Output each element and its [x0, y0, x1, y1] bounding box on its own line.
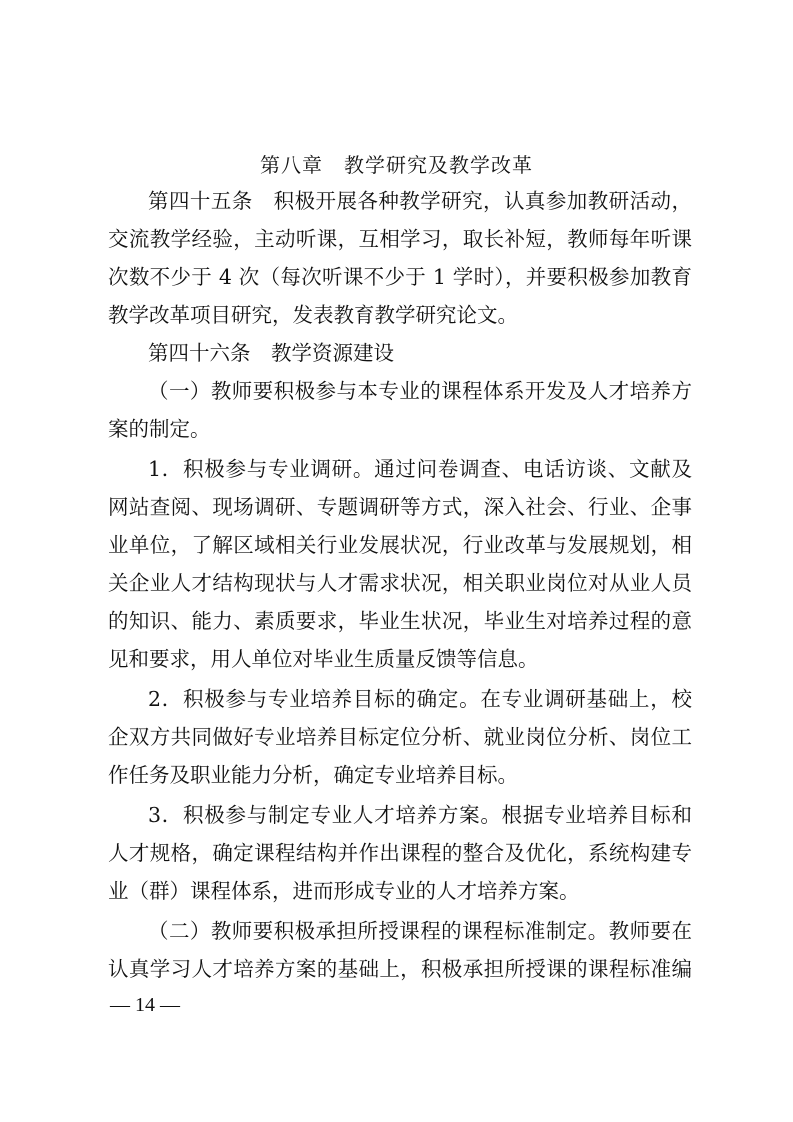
article-45-line-4: 教学改革项目研究，发表教育教学研究论文。: [108, 303, 518, 327]
article-45-line-3: 次数不少于 4 次（每次听课不少于 1 学时），并要积极参加教育: [108, 265, 692, 289]
point-1-line-6: 见和要求，用人单位对毕业生质量反馈等信息。: [108, 647, 539, 671]
article-45-line-2: 交流教学经验，主动听课，互相学习，取长补短，教师每年听课: [108, 227, 692, 251]
point-1-line-4: 关企业人才结构现状与人才需求状况，相关职业岗位对从业人员: [108, 571, 692, 595]
point-1-line-5: 的知识、能力、素质要求，毕业生状况，毕业生对培养过程的意: [108, 609, 692, 633]
page-number: — 14 —: [110, 994, 180, 1016]
item-1-line-1: （一）教师要积极参与本专业的课程体系开发及人才培养方: [148, 379, 692, 403]
article-46-heading: 第四十六条 教学资源建设: [148, 341, 394, 365]
point-1-line-1: 1．积极参与专业调研。通过问卷调查、电话访谈、文献及: [148, 457, 692, 481]
point-3-line-3: 业（群）课程体系，进而形成专业的人才培养方案。: [108, 879, 580, 903]
item-2-line-2: 认真学习人才培养方案的基础上，积极承担所授课的课程标准编: [108, 957, 692, 981]
point-2-line-2: 企双方共同做好专业培养目标定位分析、就业岗位分析、岗位工: [108, 725, 692, 749]
article-45-line-1: 第四十五条 积极开展各种教学研究，认真参加教研活动，: [148, 189, 692, 213]
point-3-line-2: 人才规格，确定课程结构并作出课程的整合及优化，系统构建专: [108, 841, 692, 865]
point-2-line-1: 2．积极参与专业培养目标的确定。在专业调研基础上，校: [148, 687, 692, 711]
chapter-title: 第八章 教学研究及教学改革: [260, 153, 533, 177]
item-2-line-1: （二）教师要积极承担所授课程的课程标准制定。教师要在: [148, 919, 692, 943]
point-3-line-1: 3．积极参与制定专业人才培养方案。根据专业培养目标和: [148, 803, 692, 827]
item-1-line-2: 案的制定。: [108, 417, 211, 441]
point-2-line-3: 作任务及职业能力分析，确定专业培养目标。: [108, 763, 518, 787]
point-1-line-3: 业单位，了解区域相关行业发展状况，行业改革与发展规划，相: [108, 533, 692, 557]
point-1-line-2: 网站查阅、现场调研、专题调研等方式，深入社会、行业、企事: [108, 495, 692, 519]
